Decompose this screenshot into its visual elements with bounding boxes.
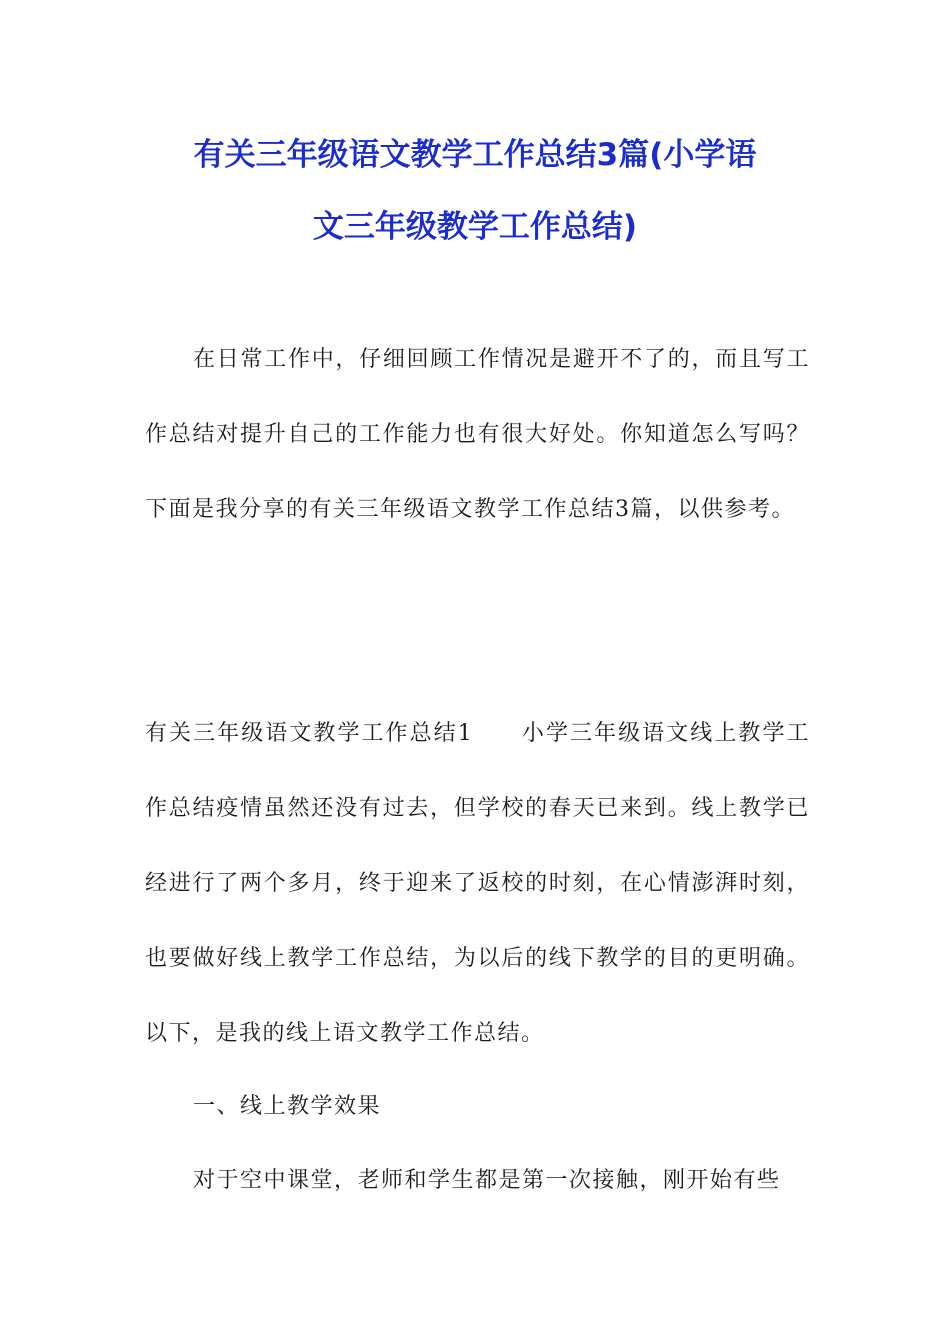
section-1-paragraph: 有关三年级语文教学工作总结1 小学三年级语文线上教学工作总结疫情虽然还没有过去，但学校的春天已来到。线上教学已经进行了两个多月，终于迎来了返校的时刻，在心情澎湃时刻，也要做好线上教学工作总结，为以后的线下教学的目的更明确。以下，是我的线上语文教学工作总结。 xyxy=(145,721,810,1046)
body-paragraph: 对于空中课堂，老师和学生都是第一次接触，刚开始有些 xyxy=(193,1168,781,1193)
document-title-line-1: 有关三年级语文教学工作总结3篇(小学语 xyxy=(193,137,757,173)
document-title-line-2: 文三年级教学工作总结) xyxy=(312,209,638,245)
subheading-online-teaching-effect: 一、线上教学效果 xyxy=(193,1094,382,1119)
intro-paragraph: 在日常工作中，仔细回顾工作情况是避开不了的，而且写工作总结对提升自己的工作能力也有很大好处。你知道怎么写吗？下面是我分享的有关三年级语文教学工作总结3篇，以供参考。 xyxy=(145,347,810,522)
